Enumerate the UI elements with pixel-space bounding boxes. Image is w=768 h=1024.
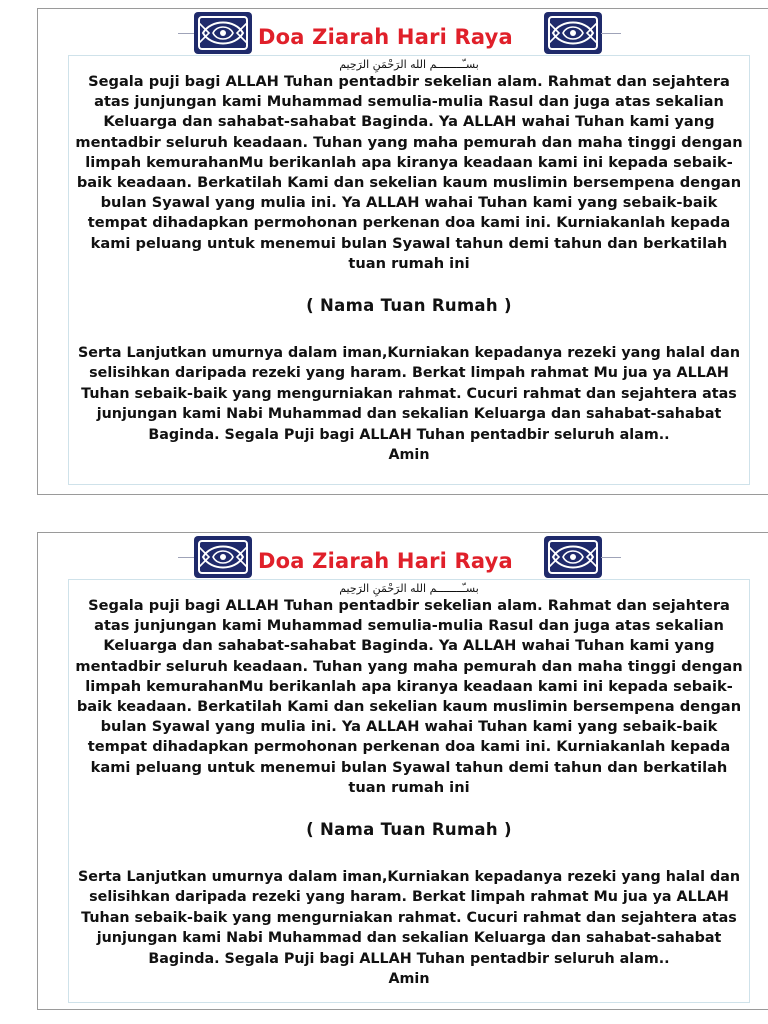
ornament-left-icon <box>193 535 253 579</box>
host-name-placeholder: ( Nama Tuan Rumah ) <box>306 820 512 840</box>
amin-text: Amin <box>388 447 430 464</box>
prayer-paragraph-1: Segala puji bagi ALLAH Tuhan pentadbir sekelian alam. Rahmat dan sejahtera atas junjungan kami Muhammad semulia-mulia Rasul dan juga atas sekalian Keluarga dan sahabat-sahabat Baginda. Ya ALLAH wahai Tuhan kami yang mentadbir seluruh keadaan. Tuhan yang maha pemurah dan maha tinggi dengan limpah kemurahanMu berikanlah apa kiranya keadaan kami ini kepada sebaik-baik keadaan. Berkatilah Kami dan sekelian kaum muslimin bersempena dengan bulan Syawal yang mulia ini. Ya ALLAH wahai Tuhan kami yang sebaik-baik tempat dihadapkan permohonan perkenan doa kami ini. Kurniakanlah kepada kami peluang untuk menemui bulan Syawal tahun demi tahun dan berkatilah tuan rumah ini <box>75 597 743 796</box>
prayer-paragraph-1: Segala puji bagi ALLAH Tuhan pentadbir sekelian alam. Rahmat dan sejahtera atas junjungan kami Muhammad semulia-mulia Rasul dan juga atas sekalian Keluarga dan sahabat-sahabat Baginda. Ya ALLAH wahai Tuhan kami yang mentadbir seluruh keadaan. Tuhan yang maha pemurah dan maha tinggi dengan limpah kemurahanMu berikanlah apa kiranya keadaan kami ini kepada sebaik-baik keadaan. Berkatilah Kami dan sekelian kaum muslimin bersempena dengan bulan Syawal yang mulia ini. Ya ALLAH wahai Tuhan kami yang sebaik-baik tempat dihadapkan permohonan perkenan doa kami ini. Kurniakanlah kepada kami peluang untuk menemui bulan Syawal tahun demi tahun dan berkatilah tuan rumah ini <box>75 73 743 272</box>
header-rule-right <box>601 33 621 34</box>
bismillah: بسـّــــــــم الله الرَحْمَنِ الرَحِيم <box>339 582 479 595</box>
prayer-paragraph-2-text: Serta Lanjutkan umurnya dalam iman,Kurniakan kepadanya rezeki yang halal dan selisihkan daripada rezeki yang haram. Berkat limpah rahmat Mu jua ya ALLAH Tuhan sebaik-baik yang mengurniakan rahmat. Cucuri rahmat dan sejahtera atas junjungan kami Nabi Muhammad dan sekalian Keluarga dan sahabat-sahabat Baginda. Segala Puji bagi ALLAH Tuhan pentadbir seluruh alam.. <box>77 345 741 443</box>
prayer-paragraph-2 <box>71 343 747 465</box>
prayer-paragraph-2 <box>71 867 747 989</box>
doa-card-top <box>37 8 768 495</box>
prayer-text-box <box>68 579 750 1003</box>
header-rule-right <box>601 557 621 558</box>
prayer-text-box <box>68 55 750 485</box>
card-title: Doa Ziarah Hari Raya <box>258 25 513 49</box>
card-header <box>38 535 768 581</box>
card-header <box>38 11 768 57</box>
host-name-placeholder: ( Nama Tuan Rumah ) <box>306 296 512 316</box>
bismillah: بسـّــــــــم الله الرَحْمَنِ الرَحِيم <box>339 58 479 71</box>
prayer-paragraph-2-text: Serta Lanjutkan umurnya dalam iman,Kurniakan kepadanya rezeki yang halal dan selisihkan daripada rezeki yang haram. Berkat limpah rahmat Mu jua ya ALLAH Tuhan sebaik-baik yang mengurniakan rahmat. Cucuri rahmat dan sejahtera atas junjungan kami Nabi Muhammad dan sekalian Keluarga dan sahabat-sahabat Baginda. Segala Puji bagi ALLAH Tuhan pentadbir seluruh alam.. <box>77 869 741 967</box>
ornament-right-icon <box>543 535 603 579</box>
doa-card-bottom <box>37 532 768 1010</box>
ornament-right-icon <box>543 11 603 55</box>
card-title: Doa Ziarah Hari Raya <box>258 549 513 573</box>
ornament-left-icon <box>193 11 253 55</box>
amin-text: Amin <box>388 971 430 988</box>
